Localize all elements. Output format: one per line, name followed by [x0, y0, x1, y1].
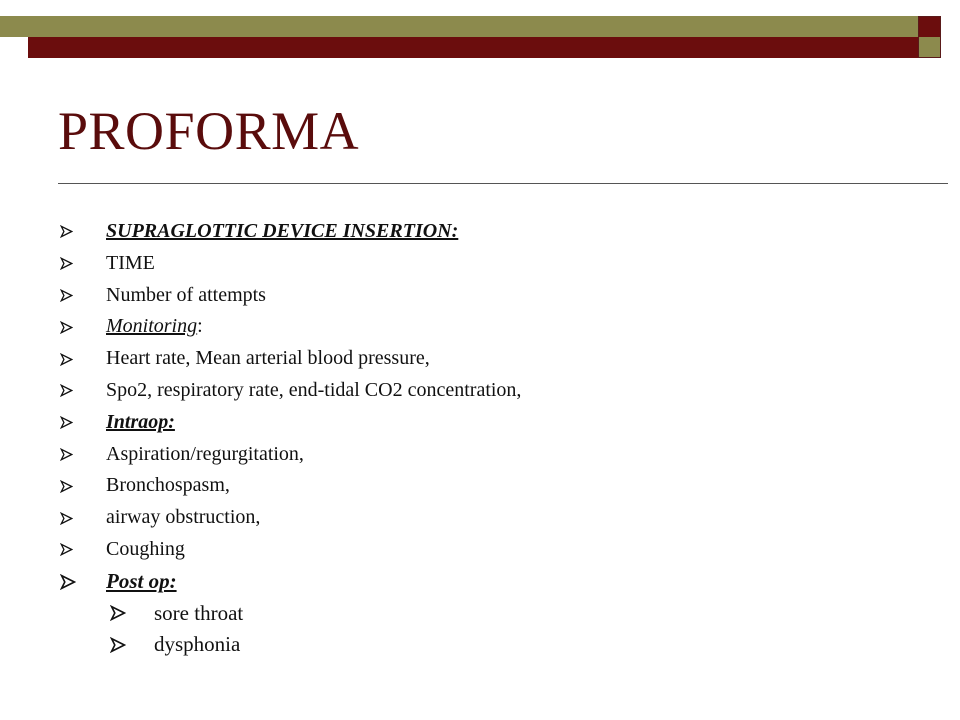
- item-text: Aspiration/regurgitation,: [106, 442, 304, 465]
- arrow-bullet-icon: [60, 502, 74, 534]
- list-item: [58, 534, 521, 566]
- header-bar-olive: [0, 16, 918, 37]
- list-item: [58, 629, 521, 661]
- slide-title: PROFORMA: [58, 101, 360, 161]
- arrow-bullet-icon: [110, 598, 127, 630]
- arrow-bullet-icon: [60, 216, 74, 248]
- list-item: [58, 502, 521, 534]
- item-text: Number of attempts: [106, 283, 266, 306]
- item-text: airway obstruction,: [106, 506, 261, 529]
- arrow-bullet-icon: [60, 280, 74, 312]
- list-item: [58, 407, 521, 439]
- item-text: Coughing: [106, 537, 185, 560]
- section-heading-monitoring: Monitoring: [106, 315, 198, 338]
- arrow-bullet-icon: [60, 470, 74, 502]
- section-heading-intraop: Intraop:: [106, 410, 175, 433]
- arrow-bullet-icon: [60, 439, 74, 471]
- header-bar-maroon: [28, 37, 918, 58]
- list-item: [58, 216, 521, 248]
- item-text: sore throat: [154, 600, 244, 625]
- arrow-bullet-icon: [60, 375, 74, 407]
- list-item: [58, 375, 521, 407]
- list-item: [58, 311, 521, 343]
- section-heading-postop: Post op:: [106, 568, 177, 593]
- arrow-bullet-icon: [60, 343, 74, 375]
- list-item: [58, 343, 521, 375]
- arrow-bullet-icon: [60, 534, 74, 566]
- list-item: [58, 280, 521, 312]
- item-text: Bronchospasm,: [106, 474, 230, 497]
- list-item: [58, 598, 521, 630]
- item-text: dysphonia: [154, 632, 241, 657]
- arrow-bullet-icon: [60, 248, 74, 280]
- list-item: [58, 248, 521, 280]
- arrow-bullet-icon: [60, 311, 74, 343]
- title-divider: [58, 183, 948, 184]
- item-text: TIME: [106, 251, 155, 274]
- list-item: [58, 439, 521, 471]
- item-text: Spo2, respiratory rate, end-tidal CO2 concentration,: [106, 378, 522, 401]
- heading-colon: :: [197, 315, 203, 338]
- corner-outline: [918, 16, 941, 58]
- list-item: [58, 470, 521, 502]
- section-heading-supraglottic: SUPRAGLOTTIC DEVICE INSERTION:: [106, 220, 459, 242]
- arrow-bullet-icon: [60, 566, 77, 598]
- arrow-bullet-icon: [110, 629, 127, 661]
- item-text: Heart rate, Mean arterial blood pressure,: [106, 347, 430, 370]
- bullet-list: [58, 216, 521, 661]
- list-item: [58, 566, 521, 598]
- arrow-bullet-icon: [60, 407, 74, 439]
